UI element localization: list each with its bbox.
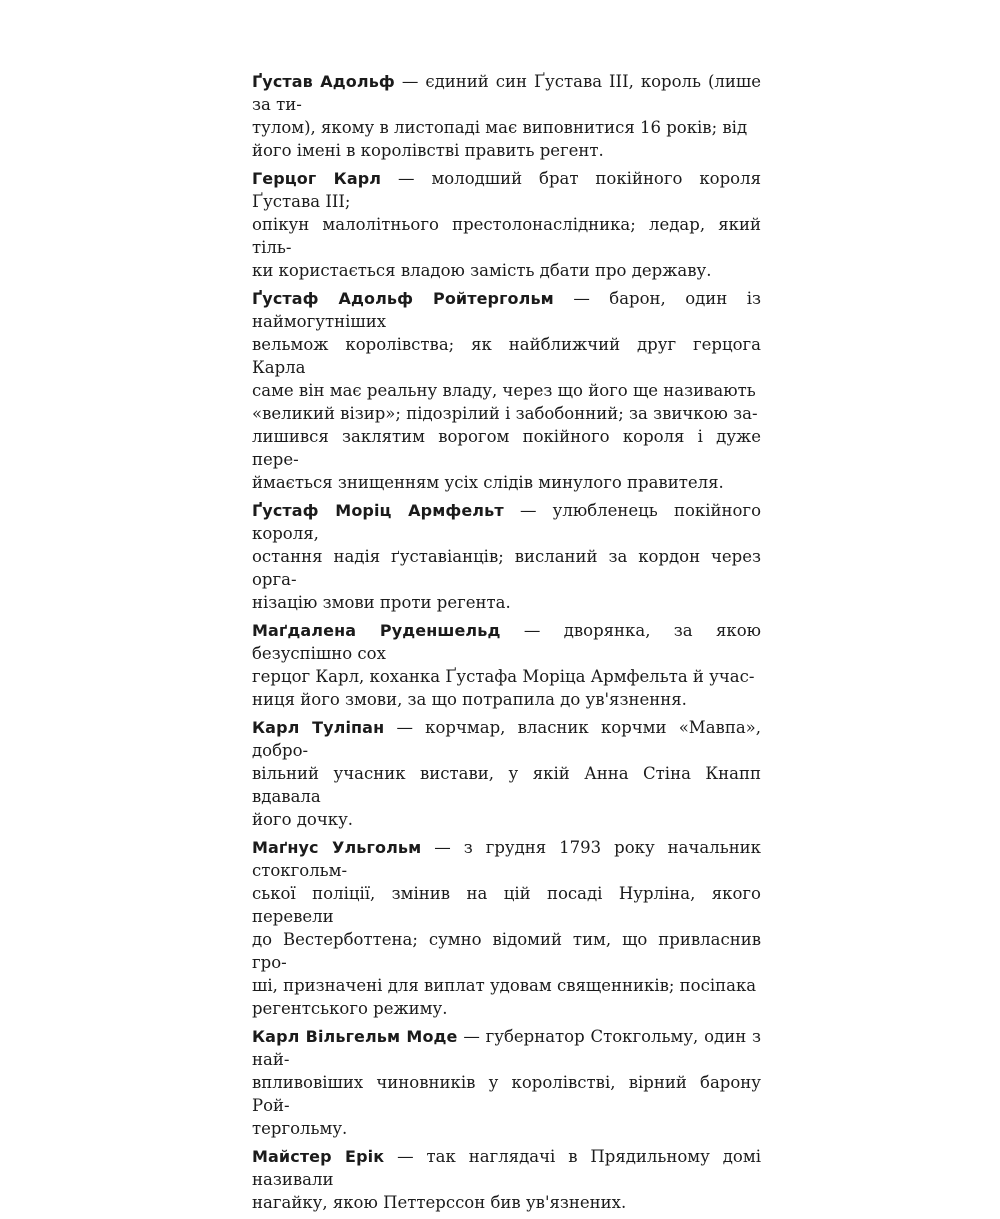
character-name: Маґдалена Руденшельд (252, 621, 501, 640)
description-line: остання надія ґуставіанців; висланий за кордон через орга- (252, 547, 761, 589)
description-line: регентського режиму. (252, 999, 448, 1018)
description-line: його імені в королівстві править регент. (252, 141, 604, 160)
description-line: — улюбленець покійного короля, (252, 501, 762, 543)
description-line: — єдиний син Ґустава III, король (лише за ти- (252, 72, 762, 114)
character-entry (252, 619, 761, 711)
description-line: впливовіших чиновників у королівстві, вірний барону Рой- (252, 1073, 761, 1115)
description-line: вільний учасник вистави, у якій Анна Стіна Кнапп вдавала (252, 764, 761, 806)
description-line: — дворянка, за якою безуспішно сох (252, 621, 761, 663)
character-name: Маґнус Ульгольм (252, 838, 422, 857)
description-line: ської поліції, змінив на цій посаді Нурліна, якого перевели (252, 884, 761, 926)
description-line: — так наглядачі в Прядильному домі називали (252, 1147, 761, 1189)
description-line: ки користається владою замість дбати про державу. (252, 261, 712, 280)
description-line: до Вестерботтена; сумно відомий тим, що привласнив гро- (252, 930, 761, 972)
character-name: Ґустав Адольф (252, 72, 395, 91)
description-line: — барон, один із наймогутніших (252, 289, 762, 331)
description-line: опікун малолітнього престолонаслідника; ледар, який тіль- (252, 215, 761, 257)
description-line: — з грудня 1793 року начальник стокгольм- (252, 838, 761, 880)
description-line: його дочку. (252, 810, 354, 829)
description-line: саме він має реальну владу, через що його ще називають (252, 381, 756, 400)
description-line: тергольму. (252, 1119, 348, 1138)
character-entry (252, 167, 761, 282)
character-name: Карл Вільгельм Моде (252, 1027, 458, 1046)
character-entry (252, 1025, 761, 1140)
character-name: Карл Туліпан (252, 718, 385, 737)
character-list (252, 70, 761, 1219)
description-line: ймається знищенням усіх слідів минулого правителя. (252, 473, 724, 492)
character-name: Герцог Карл (252, 169, 382, 188)
description-line: нізацію змови проти регента. (252, 593, 511, 612)
character-entry (252, 1145, 761, 1214)
character-name: Ґустаф Адольф Ройтергольм (252, 289, 554, 308)
description-line: герцог Карл, коханка Ґустафа Моріца Армфельта й учас- (252, 667, 755, 686)
character-entry (252, 287, 761, 494)
description-line: «великий візир»; підозрілий і забобонний; за звичкою за- (252, 404, 758, 423)
description-line: лишився заклятим ворогом покійного короля і дуже пере- (252, 427, 761, 469)
description-line: — молодший брат покійного короля Ґустава III; (252, 169, 761, 211)
character-entry (252, 836, 761, 1020)
character-entry (252, 70, 761, 162)
description-line: нагайку, якою Петтерссон бив ув'язнених. (252, 1193, 627, 1212)
character-entry (252, 499, 761, 614)
description-line: вельмож королівства; як найближчий друг герцога Карла (252, 335, 761, 377)
description-line: — губернатор Стокгольму, один з най- (252, 1027, 761, 1069)
description-line: тулом), якому в листопаді має виповнитися 16 років; від (252, 118, 748, 137)
character-name: Ґустаф Моріц Армфельт (252, 501, 504, 520)
description-line: — корчмар, власник корчми «Мавпа», добро- (252, 718, 762, 760)
character-entry (252, 716, 761, 831)
description-line: ниця його змови, за що потрапила до ув'язнення. (252, 690, 687, 709)
character-name: Майстер Ерік (252, 1147, 385, 1166)
description-line: ші, призначені для виплат удовам священників; посіпака (252, 976, 757, 995)
